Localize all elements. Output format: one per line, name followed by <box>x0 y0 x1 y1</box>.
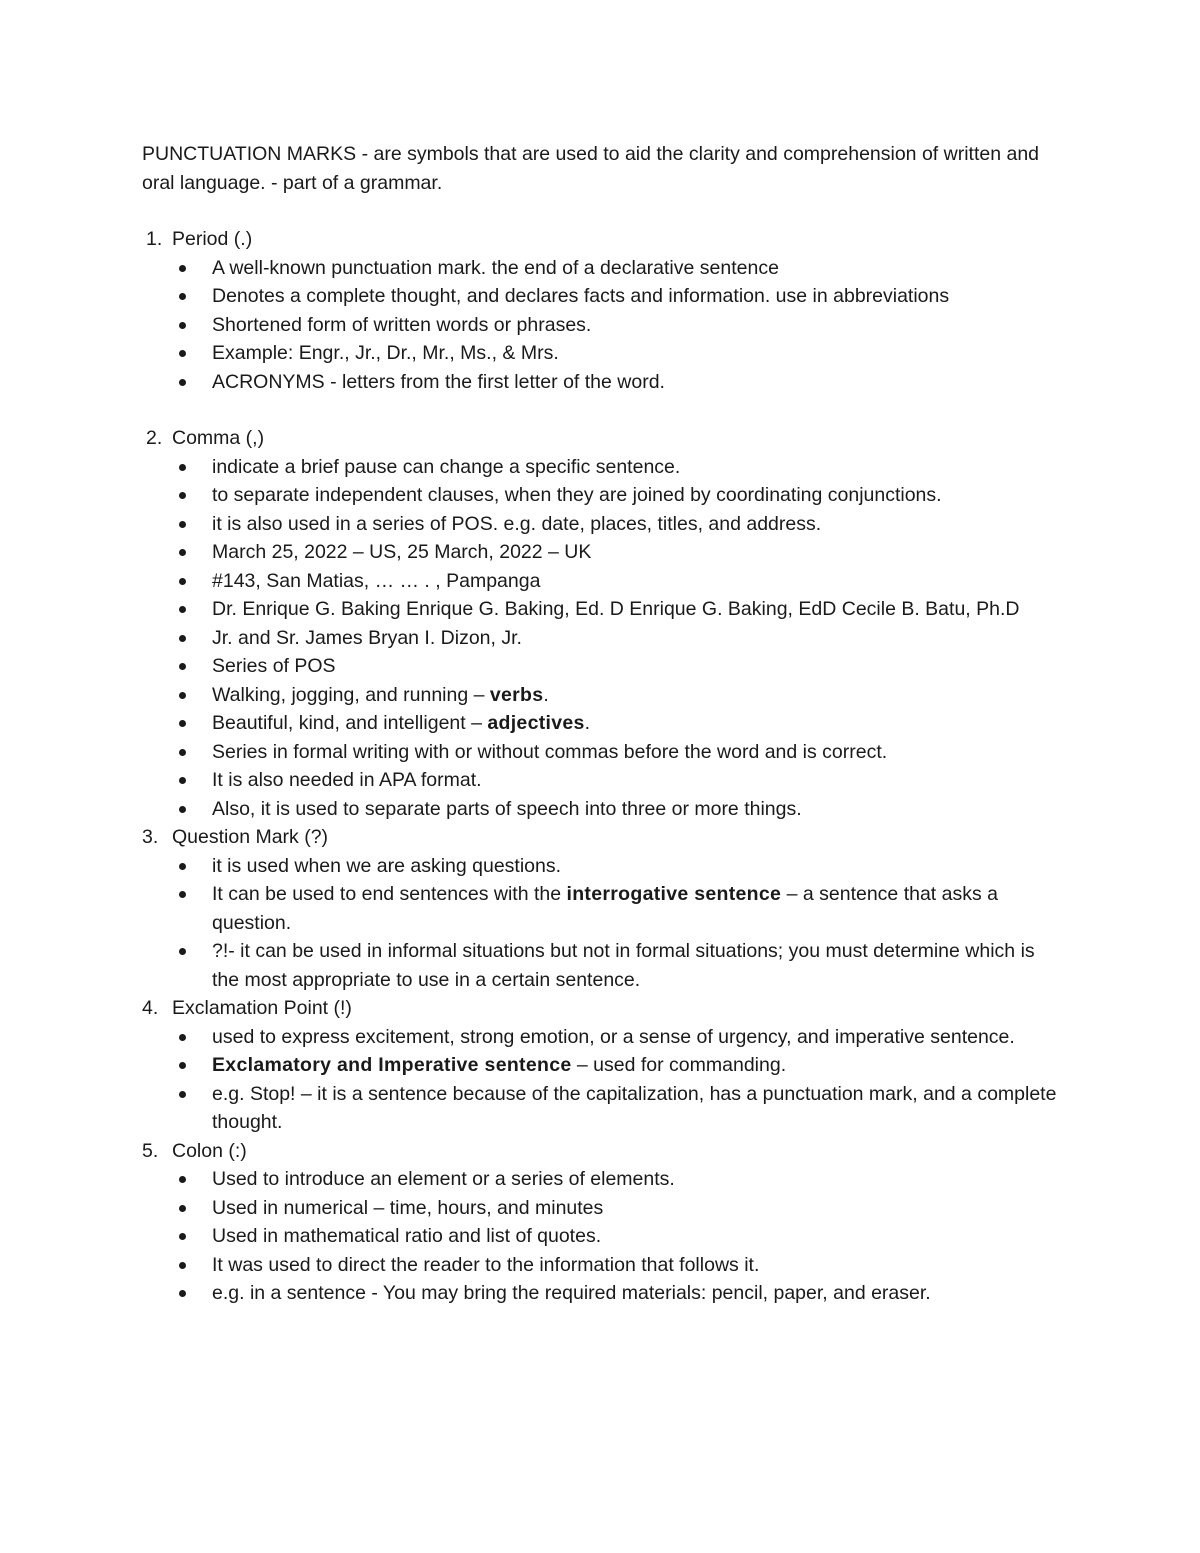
bullet-icon <box>179 749 186 756</box>
bullet-icon <box>179 293 186 300</box>
bullet-icon <box>179 549 186 556</box>
list-item <box>142 1222 1062 1251</box>
bullet-icon <box>179 863 186 870</box>
bullet-icon <box>179 492 186 499</box>
list-item-text: Example: Engr., Jr., Dr., Mr., Ms., & Mrs. <box>212 342 559 364</box>
list-item <box>142 852 1062 881</box>
bullet-icon <box>179 1091 186 1098</box>
section-number: 2. <box>146 427 163 449</box>
list-item-text: indicate a brief pause can change a specific sentence. <box>212 455 681 478</box>
list-item-text: – a sentence that asks a question. <box>212 883 998 934</box>
bullet-icon <box>179 806 186 813</box>
list-item-bold-text: interrogative sentence <box>566 883 782 905</box>
list-item-text: Walking, jogging, and running – <box>212 683 490 706</box>
list-item-text: ?!- it can be used in informal situations but not in formal situations; you must determine which is the most appropriate to use in a certain sentence. <box>212 940 1035 991</box>
list-item <box>142 1194 1062 1223</box>
list-item-text: Used in numerical – time, hours, and minutes <box>212 1196 604 1219</box>
sections-container <box>142 225 1062 1308</box>
list-item <box>142 624 1062 653</box>
section-heading <box>142 1137 1062 1166</box>
list-item-text: Also, it is used to separate parts of speech into three or more things. <box>212 797 802 820</box>
list-item <box>142 453 1062 482</box>
section-title: Exclamation Point (!) <box>172 997 352 1019</box>
bullet-icon <box>179 1205 186 1212</box>
bullet-icon <box>179 1262 186 1269</box>
list-item-text: Series in formal writing with or without commas before the word and is correct. <box>212 740 888 763</box>
bullet-icon <box>179 1233 186 1240</box>
bullet-list <box>142 852 1062 995</box>
bullet-icon <box>179 578 186 585</box>
list-item <box>142 1165 1062 1194</box>
list-item-text: Shortened form of written words or phrases. <box>212 313 592 336</box>
bullet-icon <box>179 635 186 642</box>
list-item-text: it is also used in a series of POS. e.g. date, places, titles, and address. <box>212 512 822 535</box>
bullet-icon <box>179 606 186 613</box>
list-item-text: . <box>584 712 591 734</box>
section-number: 3. <box>142 826 159 848</box>
list-item-bold-text: verbs <box>489 683 544 706</box>
list-item-bold-text: adjectives <box>487 712 585 734</box>
list-item-text: It is also needed in APA format. <box>212 769 482 791</box>
list-item-text: ACRONYMS - letters from the first letter of the word. <box>212 370 665 393</box>
bullet-icon <box>179 1034 186 1041</box>
list-item-text: It was used to direct the reader to the information that follows it. <box>212 1253 760 1276</box>
bullet-icon <box>179 891 186 898</box>
section-heading <box>142 225 1062 254</box>
list-item <box>142 595 1062 624</box>
list-item-text: #143, San Matias, … … . , Pampanga <box>212 569 541 592</box>
section-heading <box>142 823 1062 852</box>
list-item-text: March 25, 2022 – US, 25 March, 2022 – UK <box>212 541 592 563</box>
list-item <box>142 282 1062 311</box>
list-section <box>142 424 1062 823</box>
bullet-icon <box>179 521 186 528</box>
list-item <box>142 538 1062 567</box>
list-item-text: used to express excitement, strong emotion, or a sense of urgency, and imperative sentence. <box>212 1025 1015 1048</box>
bullet-icon <box>179 948 186 955</box>
list-item <box>142 254 1062 283</box>
list-item-text: Beautiful, kind, and intelligent – <box>212 712 488 734</box>
section-heading <box>142 994 1062 1023</box>
section-number: 4. <box>142 997 159 1019</box>
list-item <box>142 795 1062 824</box>
bullet-icon <box>179 379 186 386</box>
list-item-text: e.g. Stop! – it is a sentence because of the capitalization, has a punctuation mark, and a complete thought. <box>212 1082 1057 1133</box>
bullet-icon <box>179 464 186 471</box>
section-title: Period (.) <box>172 228 253 250</box>
section-number: 5. <box>142 1139 159 1162</box>
bullet-icon <box>179 663 186 670</box>
list-item-text: Dr. Enrique G. Baking Enrique G. Baking, Ed. D Enrique G. Baking, EdD Cecile B. Batu, Ph.D <box>212 598 1020 620</box>
list-section <box>142 1137 1062 1308</box>
section-title: Colon (:) <box>172 1139 247 1162</box>
list-item <box>142 481 1062 510</box>
list-item <box>142 567 1062 596</box>
bullet-icon <box>179 720 186 727</box>
list-item-text: . <box>543 683 549 706</box>
list-item-text: Used in mathematical ratio and list of quotes. <box>212 1225 602 1247</box>
list-item <box>142 1080 1062 1137</box>
list-item-text: Denotes a complete thought, and declares facts and information. use in abbreviations <box>212 285 950 307</box>
list-item <box>142 880 1062 937</box>
bullet-list <box>142 453 1062 824</box>
bullet-icon <box>179 322 186 329</box>
section-title: Comma (,) <box>172 427 265 449</box>
section-title: Question Mark (?) <box>172 826 329 848</box>
bullet-icon <box>179 1290 186 1297</box>
list-item <box>142 510 1062 539</box>
list-item <box>142 652 1062 681</box>
list-item-text: It can be used to end sentences with the <box>212 883 567 905</box>
bullet-icon <box>179 692 186 699</box>
list-item-text: – used for commanding. <box>571 1054 787 1076</box>
list-item <box>142 681 1062 710</box>
list-item <box>142 1279 1062 1308</box>
list-item <box>142 368 1062 397</box>
bullet-icon <box>179 350 186 357</box>
bullet-list <box>142 254 1062 397</box>
section-heading <box>142 424 1062 453</box>
bullet-list <box>142 1165 1062 1308</box>
list-item <box>142 738 1062 767</box>
list-section <box>142 225 1062 396</box>
list-item-text: Used to introduce an element or a series of elements. <box>212 1168 675 1190</box>
list-item <box>142 339 1062 368</box>
list-section <box>142 823 1062 994</box>
bullet-icon <box>179 1176 186 1183</box>
list-item <box>142 1051 1062 1080</box>
bullet-icon <box>179 1062 186 1069</box>
section-number: 1. <box>146 228 163 250</box>
bullet-list <box>142 1023 1062 1137</box>
list-item-text: A well-known punctuation mark. the end of a declarative sentence <box>212 256 779 279</box>
list-item <box>142 766 1062 795</box>
list-item-text: e.g. in a sentence - You may bring the required materials: pencil, paper, and eraser. <box>212 1282 931 1304</box>
list-item <box>142 1023 1062 1052</box>
document-body <box>142 140 1062 1308</box>
list-item <box>142 311 1062 340</box>
list-item <box>142 1251 1062 1280</box>
bullet-icon <box>179 265 186 272</box>
bullet-icon <box>179 777 186 784</box>
list-item-bold-text: Exclamatory and Imperative sentence <box>212 1054 572 1076</box>
list-item <box>142 937 1062 994</box>
list-item <box>142 709 1062 738</box>
list-item-text: it is used when we are asking questions. <box>212 854 562 877</box>
list-item-text: Series of POS <box>212 655 336 677</box>
list-section <box>142 994 1062 1137</box>
list-item-text: to separate independent clauses, when they are joined by coordinating conjunctions. <box>212 484 942 506</box>
list-item-text: Jr. and Sr. James Bryan I. Dizon, Jr. <box>212 626 522 649</box>
intro-paragraph: PUNCTUATION MARKS - are symbols that are used to aid the clarity and comprehension of written and oral language. - part of a grammar. <box>142 143 1040 194</box>
